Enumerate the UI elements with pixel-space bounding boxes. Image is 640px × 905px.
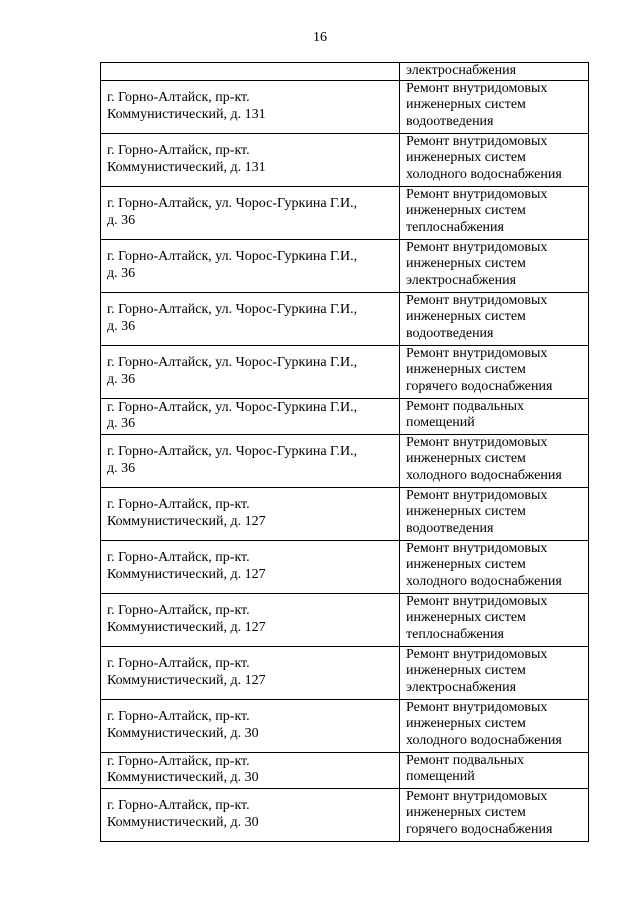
address-text: г. Горно-Алтайск, ул. Чорос-Гуркина Г.И., д. 36	[107, 249, 358, 281]
address-cell	[101, 292, 400, 345]
work-text: Ремонт подвальных помещений	[406, 398, 525, 430]
address-text: г. Горно-Алтайск, пр-кт. Коммунистический, д. 131	[107, 90, 266, 122]
table-row	[101, 345, 589, 398]
work-text: Ремонт внутридомовых инженерных систем холодного водоснабжения	[406, 133, 562, 182]
table-row	[101, 133, 589, 186]
address-cell	[101, 752, 400, 788]
work-text: Ремонт внутридомовых инженерных систем горячего водоснабжения	[406, 788, 553, 837]
work-text: электроснабжения	[406, 63, 517, 78]
address-cell	[101, 80, 400, 133]
address-text: г. Горно-Алтайск, ул. Чорос-Гуркина Г.И., д. 36	[107, 302, 358, 334]
work-cell	[400, 292, 589, 345]
work-text: Ремонт внутридомовых инженерных систем водоотведения	[406, 80, 548, 129]
address-cell	[101, 646, 400, 699]
work-text: Ремонт внутридомовых инженерных систем водоотведения	[406, 292, 548, 341]
address-cell	[101, 398, 400, 434]
address-cell	[101, 434, 400, 487]
work-cell	[400, 63, 589, 81]
work-text: Ремонт внутридомовых инженерных систем холодного водоснабжения	[406, 434, 562, 483]
address-text: г. Горно-Алтайск, пр-кт. Коммунистический, д. 30	[107, 709, 259, 741]
address-text: г. Горно-Алтайск, пр-кт. Коммунистический, д. 30	[107, 798, 259, 830]
address-cell	[101, 788, 400, 841]
table-row	[101, 699, 589, 752]
work-text: Ремонт подвальных помещений	[406, 752, 525, 784]
address-text: г. Горно-Алтайск, пр-кт. Коммунистический, д. 127	[107, 656, 266, 688]
address-cell	[101, 540, 400, 593]
work-text: Ремонт внутридомовых инженерных систем электроснабжения	[406, 646, 548, 695]
address-text: г. Горно-Алтайск, пр-кт. Коммунистический, д. 127	[107, 550, 266, 582]
table-row	[101, 239, 589, 292]
table-row	[101, 186, 589, 239]
address-cell	[101, 345, 400, 398]
address-cell	[101, 593, 400, 646]
table-row	[101, 788, 589, 841]
works-table	[100, 62, 589, 842]
address-text: г. Горно-Алтайск, ул. Чорос-Гуркина Г.И., д. 36	[107, 355, 358, 387]
table-row	[101, 646, 589, 699]
work-text: Ремонт внутридомовых инженерных систем теплоснабжения	[406, 593, 548, 642]
address-cell	[101, 487, 400, 540]
page-number: 16	[313, 30, 327, 45]
table-row	[101, 593, 589, 646]
table-row	[101, 487, 589, 540]
work-cell	[400, 133, 589, 186]
address-cell	[101, 239, 400, 292]
table-row	[101, 540, 589, 593]
work-text: Ремонт внутридомовых инженерных систем теплоснабжения	[406, 186, 548, 235]
work-text: Ремонт внутридомовых инженерных систем водоотведения	[406, 487, 548, 536]
address-text: г. Горно-Алтайск, ул. Чорос-Гуркина Г.И., д. 36	[107, 399, 358, 431]
work-cell	[400, 540, 589, 593]
work-cell	[400, 752, 589, 788]
table-row	[101, 63, 589, 81]
work-cell	[400, 487, 589, 540]
address-text: г. Горно-Алтайск, пр-кт. Коммунистический, д. 131	[107, 143, 266, 175]
address-cell	[101, 133, 400, 186]
address-cell	[101, 63, 400, 81]
address-text: г. Горно-Алтайск, ул. Чорос-Гуркина Г.И., д. 36	[107, 196, 358, 228]
address-text: г. Горно-Алтайск, пр-кт. Коммунистический, д. 30	[107, 753, 259, 785]
address-text: г. Горно-Алтайск, пр-кт. Коммунистический, д. 127	[107, 603, 266, 635]
work-cell	[400, 186, 589, 239]
table-row	[101, 398, 589, 434]
address-text: г. Горно-Алтайск, пр-кт. Коммунистический, д. 127	[107, 497, 266, 529]
work-cell	[400, 788, 589, 841]
work-cell	[400, 646, 589, 699]
address-text: г. Горно-Алтайск, ул. Чорос-Гуркина Г.И., д. 36	[107, 444, 358, 476]
work-cell	[400, 398, 589, 434]
work-text: Ремонт внутридомовых инженерных систем электроснабжения	[406, 239, 548, 288]
work-cell	[400, 593, 589, 646]
table-row	[101, 752, 589, 788]
work-text: Ремонт внутридомовых инженерных систем горячего водоснабжения	[406, 345, 553, 394]
work-cell	[400, 699, 589, 752]
table-row	[101, 80, 589, 133]
works-table-body	[101, 63, 589, 842]
work-cell	[400, 239, 589, 292]
work-cell	[400, 434, 589, 487]
work-text: Ремонт внутридомовых инженерных систем холодного водоснабжения	[406, 540, 562, 589]
table-row	[101, 434, 589, 487]
work-cell	[400, 345, 589, 398]
work-text: Ремонт внутридомовых инженерных систем холодного водоснабжения	[406, 699, 562, 748]
table-row	[101, 292, 589, 345]
address-cell	[101, 699, 400, 752]
address-cell	[101, 186, 400, 239]
work-cell	[400, 80, 589, 133]
